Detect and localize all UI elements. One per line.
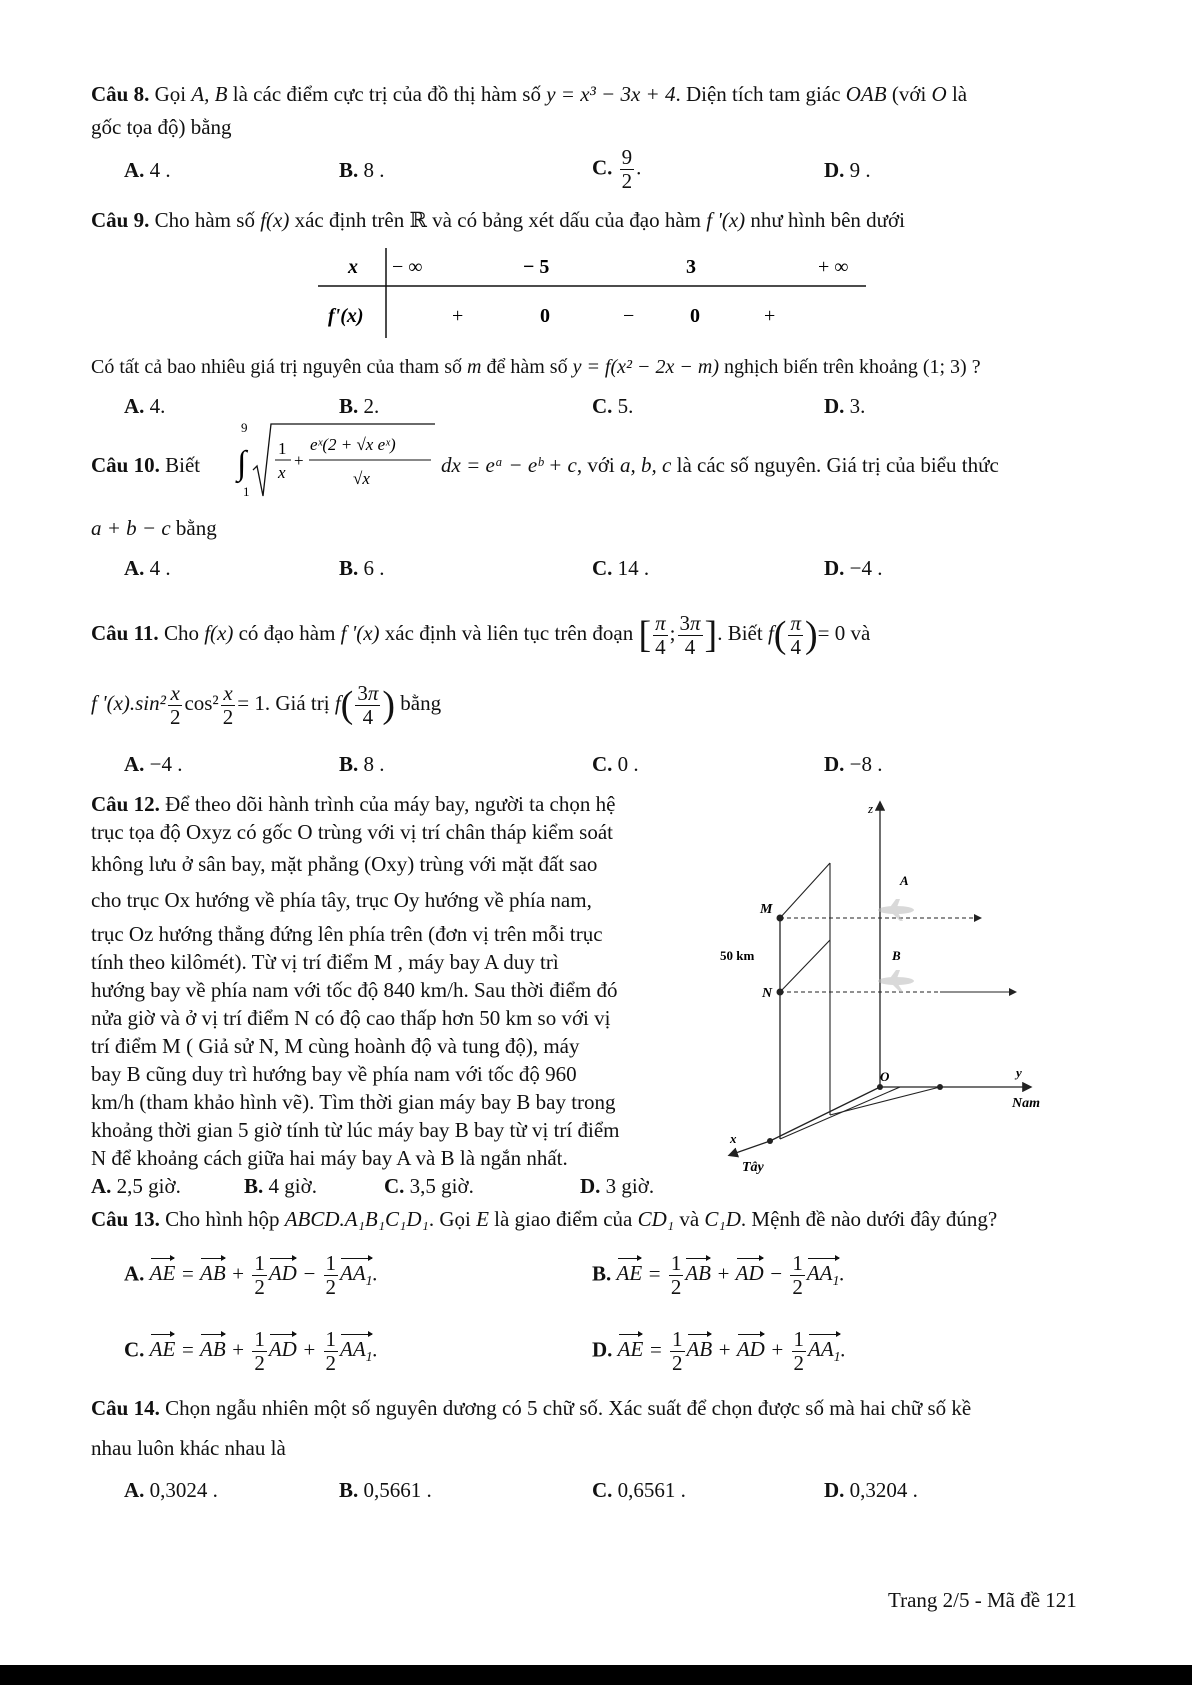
bottom-black-bar [0, 1665, 1192, 1685]
svg-text:9: 9 [241, 420, 248, 435]
q11-label: Câu 11. [91, 621, 159, 645]
q13-option-a[interactable]: A. AE = AB + $\frac{1}{2}$ AD − $\frac{1}{2}$ $AA_1$. [124, 1251, 378, 1300]
q12-option-b[interactable]: B. 4 giờ. [244, 1174, 317, 1198]
q12-line-11: khoảng thời gian 5 giờ tính từ lúc máy bay B bay từ vị trí điểm [91, 1118, 620, 1142]
sign-table-minus5: − 5 [523, 256, 550, 278]
q12-line-0: Câu 12. Để theo dõi hành trình của máy bay, người ta chọn hệ [91, 792, 616, 816]
q8-option-c[interactable]: C. $\frac{9}{2}$ . [592, 145, 642, 194]
sign-table-zero1: 0 [540, 305, 550, 327]
svg-text:z: z [868, 801, 874, 816]
q14-line1: Câu 14. Chọn ngẫu nhiên một số nguyên dương có 5 chữ số. Xác suất để chọn được số mà hai chữ số kề [91, 1396, 972, 1420]
sign-table-zero2: 0 [690, 305, 700, 327]
q8-line2: gốc tọa độ) bằng [91, 115, 232, 139]
q8-line1: Câu 8. Gọi A, B là các điểm cực trị của đồ thị hàm số y = x³ − 3x + 4. Diện tích tam giác OAB (với O là [91, 82, 968, 106]
q12-line-5: tính theo kilômét). Từ vị trí điểm M , máy bay A duy trì [91, 950, 559, 974]
q12-option-c[interactable]: C. 3,5 giờ. [384, 1174, 474, 1198]
sign-table-minus: − [623, 305, 635, 327]
svg-text:B: B [892, 948, 901, 963]
q10-integral [235, 418, 440, 500]
svg-text:∫: ∫ [237, 445, 247, 482]
svg-text:M: M [760, 902, 773, 917]
q13-option-b[interactable]: B. AE = $\frac{1}{2}$ AB + AD − $\frac{1}{2}$ $AA_1$. [592, 1251, 845, 1300]
svg-text:Tây: Tây [742, 1160, 764, 1175]
q8-label: Câu 8. [91, 82, 150, 106]
svg-text:1: 1 [278, 439, 287, 458]
q12-line-1: trục tọa độ Oxyz có gốc O trùng với vị trí chân tháp kiểm soát [91, 820, 613, 844]
sign-table-neg-inf: − ∞ [392, 256, 423, 278]
q12-line-9: bay B cũng duy trì hướng bay về phía nam với tốc độ 960 [91, 1062, 577, 1086]
q9-option-d[interactable]: D. 3. [824, 394, 866, 418]
q13-option-d[interactable]: D. AE = $\frac{1}{2}$ AB + AD + $\frac{1}{2}$ $AA_1$. [592, 1327, 846, 1376]
q10-label: Câu 10. [91, 453, 160, 477]
q8-option-d[interactable]: D. 9 . [824, 158, 871, 182]
q14-option-d[interactable]: D. 0,3204 . [824, 1478, 918, 1502]
q10-option-b[interactable]: B. 6 . [339, 556, 385, 580]
svg-text:A: A [900, 873, 909, 888]
q14-line2: nhau luôn khác nhau là [91, 1436, 286, 1460]
q8-option-a[interactable]: A. 4 . [124, 158, 171, 182]
sign-table-3: 3 [686, 256, 696, 278]
q10-line1-rest: dx = eᵃ − eᵇ + c, với a, b, c là các số nguyên. Giá trị của biểu thức [441, 453, 999, 477]
q12-option-d[interactable]: D. 3 giờ. [580, 1174, 655, 1198]
q9-option-c[interactable]: C. 5. [592, 394, 634, 418]
point-m [777, 915, 784, 922]
q12-line-8: trí điểm M ( Giả sử N, M cùng hoành độ và tung độ), máy [91, 1034, 580, 1058]
q14-label: Câu 14. [91, 1396, 160, 1420]
sign-table-x-label: x [348, 256, 358, 278]
q12-option-a[interactable]: A. 2,5 giờ. [91, 1174, 181, 1198]
q14-option-a[interactable]: A. 0,3024 . [124, 1478, 218, 1502]
sign-table-fpx-label: f'(x) [328, 305, 364, 327]
page-footer: Trang 2/5 - Mã đề 121 [888, 1588, 1077, 1612]
q12-line-12: N để khoảng cách giữa hai máy bay A và B là ngắn nhất. [91, 1146, 568, 1170]
q11-option-d[interactable]: D. −8 . [824, 752, 883, 776]
sign-table [318, 248, 870, 338]
svg-text:N: N [762, 986, 773, 1001]
q14-option-b[interactable]: B. 0,5661 . [339, 1478, 432, 1502]
x-axis [770, 1087, 880, 1141]
q11-line2: f '(x).sin² $\frac{x}{2}$ cos² $\frac{x}{2}$ = 1. Giá trị f( $\frac{3\pi}{4}$ ) bằng [91, 680, 442, 729]
svg-text:eˣ(2 + √x eˣ): eˣ(2 + √x eˣ) [310, 435, 396, 454]
q10-option-a[interactable]: A. 4 . [124, 556, 171, 580]
q12-line-7: nửa giờ và ở vị trí điểm N có độ cao thấp hơn 50 km so với vị [91, 1006, 611, 1030]
sign-table-plus1: + [452, 305, 464, 327]
svg-text:Nam: Nam [1012, 1096, 1040, 1111]
svg-text:x: x [278, 463, 286, 482]
q10-option-d[interactable]: D. −4 . [824, 556, 883, 580]
q13-option-c[interactable]: C. AE = AB + $\frac{1}{2}$ AD + $\frac{1}{2}$ $AA_1$. [124, 1327, 378, 1376]
q11-option-a[interactable]: A. −4 . [124, 752, 183, 776]
q12-figure [720, 795, 1050, 1185]
q13-label: Câu 13. [91, 1207, 160, 1231]
sign-table-pos-inf: + ∞ [818, 256, 849, 278]
q13-line1: Câu 13. Cho hình hộp ABCD.A₁B₁C₁D₁. Gọi E là giao điểm của CD₁ và C₁D. Mệnh đề nào dưới đây đúng? [91, 1207, 998, 1231]
svg-text:50 km: 50 km [720, 948, 755, 963]
q9-label: Câu 9. [91, 208, 150, 232]
q10-label-wrap: Câu 10. Biết [91, 453, 201, 477]
q9-line2: Có tất cả bao nhiêu giá trị nguyên của tham số m để hàm số y = f(x² − 2x − m) nghịch biến trên khoảng (1; 3) ? [91, 356, 981, 378]
q8-option-b[interactable]: B. 8 . [339, 158, 385, 182]
q12-line-4: trục Oz hướng thẳng đứng lên phía trên (đơn vị trên mỗi trục [91, 922, 603, 946]
q12-line-2: không lưu ở sân bay, mặt phẳng (Oxy) trùng với mặt đất sao [91, 852, 598, 876]
q10-option-c[interactable]: C. 14 . [592, 556, 650, 580]
svg-text:y: y [1016, 1065, 1022, 1080]
q11-option-b[interactable]: B. 8 . [339, 752, 385, 776]
svg-text:+: + [294, 451, 304, 470]
q14-option-c[interactable]: C. 0,6561 . [592, 1478, 686, 1502]
q10-line2: a + b − c bằng [91, 516, 217, 540]
q11-line1: Câu 11. Cho f(x) có đạo hàm f '(x) xác định và liên tục trên đoạn [ $\frac{\pi}{4}$ ; $\frac{3\pi}{4}$ ]. Biết f( $\frac{\pi}{4}$ )= 0 và [91, 610, 871, 659]
q12-label: Câu 12. [91, 792, 160, 816]
sign-table-plus2: + [764, 305, 776, 327]
q9-line1: Câu 9. Cho hàm số f(x) xác định trên ℝ và có bảng xét dấu của đạo hàm f '(x) như hình bên dưới [91, 208, 905, 232]
q11-option-c[interactable]: C. 0 . [592, 752, 639, 776]
q12-line-10: km/h (tham khảo hình vẽ). Tìm thời gian máy bay B bay trong [91, 1090, 616, 1114]
svg-text:O: O [880, 1069, 890, 1084]
q12-line-3: cho trục Ox hướng về phía tây, trục Oy hướng về phía nam, [91, 888, 592, 912]
plane-b-icon [878, 970, 914, 992]
svg-text:x: x [730, 1131, 737, 1146]
svg-text:1: 1 [243, 484, 250, 499]
q12-line-6: hướng bay về phía nam với tốc độ 840 km/h. Sau thời điểm đó [91, 978, 618, 1002]
svg-text:√x: √x [353, 469, 370, 488]
q9-option-b[interactable]: B. 2. [339, 394, 380, 418]
point-n [777, 989, 784, 996]
q9-option-a[interactable]: A. 4. [124, 394, 166, 418]
